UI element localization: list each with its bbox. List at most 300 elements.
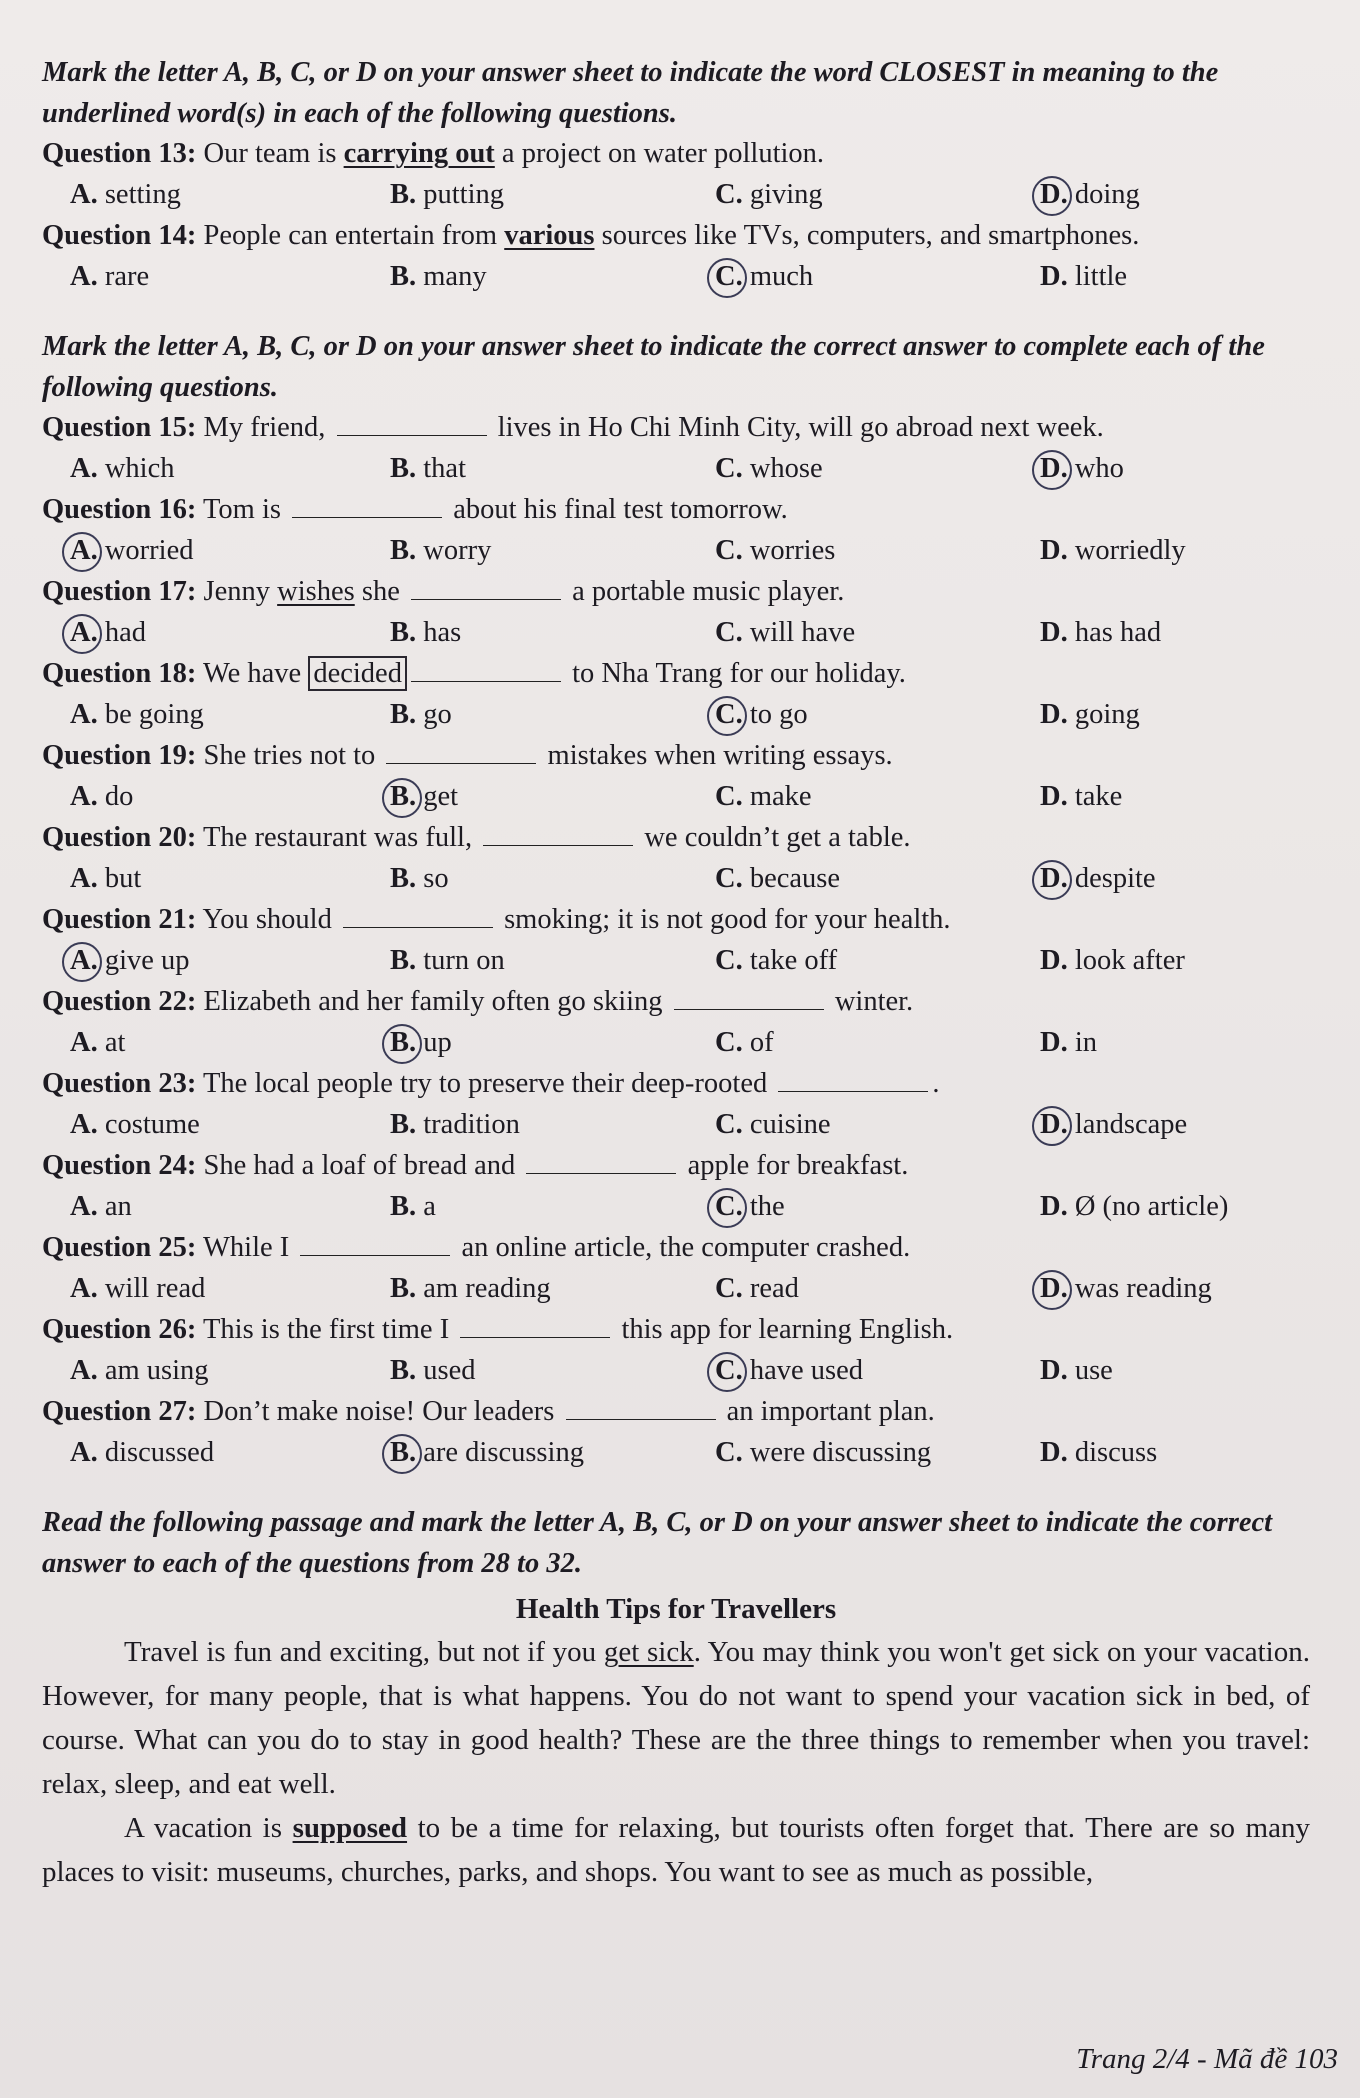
option-letter: A. (70, 863, 98, 894)
option-letter: C. (715, 1273, 743, 1304)
option-text: am reading (423, 1273, 551, 1304)
option-text: will read (104, 1273, 206, 1304)
option-letter: B. (390, 1437, 417, 1468)
passage-text: . You may think you won't get sick on your vacation. However, for many people, that is what happens. You do not want to spend your vacation sick in bed, of course. What can you do to stay in good health? These are the three things to remember when you travel: relax, sleep, and eat well. (42, 1636, 1310, 1800)
page-footer: Trang 2/4 - Mã đề 103 (1076, 2043, 1338, 2075)
option-text: at (104, 1027, 126, 1058)
question-text: My friend, (203, 412, 333, 443)
section3-instruction: Read the following passage and mark the letter A, B, C, or D on your answer sheet to indicate the correct answer to each of the questions from 28 to 32. (42, 1507, 1273, 1579)
question-text: we couldn’t get a table. (637, 822, 911, 853)
option-letter: C. (715, 1437, 743, 1468)
option-text: go (423, 699, 452, 730)
option-letter: C. (715, 261, 743, 292)
question-text: smoking; it is not good for your health. (496, 904, 951, 935)
question-stem (42, 1146, 1310, 1186)
answer-option (715, 1432, 1040, 1474)
answer-option (390, 612, 715, 654)
option-text: of (749, 1027, 774, 1058)
underlined-word: carrying out (343, 138, 495, 169)
option-letter: C. (715, 1355, 743, 1386)
pen-circle-mark (382, 778, 422, 818)
options-row (42, 1022, 1310, 1064)
answer-option (390, 1186, 715, 1228)
pen-circle-mark (62, 532, 102, 572)
answer-option (70, 1186, 390, 1228)
option-text: much (749, 261, 814, 292)
question-text: While I (203, 1232, 297, 1263)
answer-option (390, 694, 715, 736)
answer-option (715, 858, 1040, 900)
option-letter: B. (390, 781, 417, 812)
question-text: apple for breakfast. (680, 1150, 909, 1181)
answer-option (1040, 858, 1340, 900)
answer-option (1040, 1022, 1340, 1064)
option-letter: D. (1040, 1191, 1068, 1222)
answer-option (390, 940, 715, 982)
option-text: take (1074, 781, 1123, 812)
option-text: which (104, 453, 175, 484)
question-text: . (932, 1068, 940, 1099)
answer-option (1040, 256, 1340, 298)
question-stem (42, 818, 1310, 858)
section2-instruction: Mark the letter A, B, C, or D on your answer sheet to indicate the correct answer to complete each of the following questions. (42, 331, 1265, 403)
answer-blank (778, 1069, 928, 1092)
option-text: rare (104, 261, 150, 292)
answer-option (390, 174, 715, 216)
option-letter: A. (70, 1109, 98, 1140)
question-stem (42, 490, 1310, 530)
option-letter: A. (70, 453, 98, 484)
passage-text: Travel is fun and exciting, but not if you (124, 1636, 604, 1668)
option-letter: D. (1040, 1437, 1068, 1468)
answer-option (715, 1104, 1040, 1146)
answer-blank (411, 659, 561, 682)
underlined-word: get sick (603, 1636, 694, 1668)
options-row (42, 1432, 1310, 1474)
answer-blank (483, 823, 633, 846)
boxed-word: decided (308, 656, 407, 691)
option-text: cuisine (749, 1109, 831, 1140)
question-number: Question 27: (42, 1396, 197, 1427)
question-text: this app for learning English. (614, 1314, 954, 1345)
options-row (42, 1350, 1310, 1392)
option-text: landscape (1074, 1109, 1188, 1140)
option-text: discuss (1074, 1437, 1158, 1468)
question-text: Tom is (203, 494, 289, 525)
question-text: Jenny (203, 576, 278, 607)
pen-circle-mark (707, 1352, 747, 1392)
question-text: about his final test tomorrow. (446, 494, 788, 525)
option-text: has (423, 617, 462, 648)
option-letter: B. (390, 945, 417, 976)
answer-option (70, 256, 390, 298)
option-letter: A. (70, 945, 98, 976)
option-text: take off (749, 945, 838, 976)
answer-blank (460, 1315, 610, 1338)
option-text: tradition (423, 1109, 520, 1140)
option-text: a (423, 1191, 436, 1222)
option-text: doing (1074, 179, 1140, 210)
question-stem (42, 982, 1310, 1022)
pen-circle-mark (382, 1024, 422, 1064)
answer-option (715, 694, 1040, 736)
underlined-word: wishes (277, 576, 355, 607)
option-text: worry (423, 535, 492, 566)
question-text: winter. (827, 986, 914, 1017)
question-stem (42, 736, 1310, 776)
question-stem (42, 1392, 1310, 1432)
pen-circle-mark (1032, 1106, 1072, 1146)
option-letter: D. (1040, 781, 1068, 812)
spacer (42, 1474, 1310, 1502)
option-text: costume (104, 1109, 200, 1140)
passage-paragraph-1 (42, 1630, 1310, 1806)
question-text: Elizabeth and her family often go skiing (203, 986, 670, 1017)
answer-option (1040, 174, 1340, 216)
option-text: an (104, 1191, 132, 1222)
question-text: The restaurant was full, (203, 822, 480, 853)
answer-blank (386, 741, 536, 764)
options-row (42, 612, 1310, 654)
question-text: mistakes when writing essays. (540, 740, 893, 771)
option-letter: C. (715, 453, 743, 484)
answer-option (715, 1350, 1040, 1392)
answer-option (70, 694, 390, 736)
section1-questions (42, 134, 1310, 298)
question-stem (42, 134, 1310, 174)
question-number: Question 21: (42, 904, 197, 935)
option-text: whose (749, 453, 823, 484)
answer-blank (526, 1151, 676, 1174)
option-letter: C. (715, 945, 743, 976)
option-text: look after (1074, 945, 1185, 976)
option-text: giving (749, 179, 823, 210)
question-text: We have (203, 658, 309, 689)
answer-option (1040, 1350, 1340, 1392)
option-letter: C. (715, 781, 743, 812)
question-text: She tries not to (203, 740, 383, 771)
option-text: despite (1074, 863, 1156, 894)
option-letter: B. (390, 1355, 417, 1386)
option-letter: D. (1040, 699, 1068, 730)
option-letter: B. (390, 261, 417, 292)
option-letter: C. (715, 1027, 743, 1058)
option-letter: A. (70, 261, 98, 292)
answer-option (390, 530, 715, 572)
answer-option (70, 174, 390, 216)
answer-option (1040, 1186, 1340, 1228)
question-stem (42, 900, 1310, 940)
option-text: make (749, 781, 812, 812)
answer-option (1040, 530, 1340, 572)
answer-option (1040, 776, 1340, 818)
answer-option (1040, 940, 1340, 982)
passage-text: A vacation is (124, 1812, 293, 1844)
answer-option (390, 1268, 715, 1310)
answer-option (1040, 1104, 1340, 1146)
option-text: discussed (104, 1437, 215, 1468)
answer-option (715, 530, 1040, 572)
option-text: to go (749, 699, 808, 730)
question-stem (42, 1310, 1310, 1350)
option-letter: A. (70, 1191, 98, 1222)
pen-circle-mark (1032, 450, 1072, 490)
answer-blank (411, 577, 561, 600)
option-text: was reading (1074, 1273, 1212, 1304)
option-letter: A. (70, 617, 98, 648)
option-letter: D. (1040, 535, 1068, 566)
option-letter: B. (390, 453, 417, 484)
option-letter: D. (1040, 1355, 1068, 1386)
question-text: an important plan. (719, 1396, 935, 1427)
answer-option (70, 1022, 390, 1064)
option-text: who (1074, 453, 1124, 484)
question-number: Question 23: (42, 1068, 197, 1099)
answer-blank (337, 413, 487, 436)
answer-option (715, 448, 1040, 490)
option-letter: D. (1040, 863, 1068, 894)
pen-circle-mark (1032, 860, 1072, 900)
underlined-word: supposed (292, 1812, 408, 1844)
option-letter: B. (390, 1273, 417, 1304)
question-text: This is the first time I (203, 1314, 457, 1345)
underlined-word: various (504, 220, 595, 251)
pen-circle-mark (1032, 176, 1072, 216)
question-text: a portable music player. (564, 576, 845, 607)
option-text: putting (423, 179, 505, 210)
options-row (42, 776, 1310, 818)
question-number: Question 25: (42, 1232, 197, 1263)
answer-option (390, 1022, 715, 1064)
question-text: She had a loaf of bread and (203, 1150, 523, 1181)
question-number: Question 17: (42, 576, 197, 607)
passage-title: Health Tips for Travellers (515, 1593, 837, 1625)
answer-blank (566, 1397, 716, 1420)
question-number: Question 15: (42, 412, 197, 443)
question-text: she (354, 576, 407, 607)
option-text: give up (104, 945, 190, 976)
pen-circle-mark (62, 614, 102, 654)
question-text: sources like TVs, computers, and smartphones. (594, 220, 1140, 251)
answer-option (1040, 694, 1340, 736)
question-stem (42, 408, 1310, 448)
option-text: read (749, 1273, 799, 1304)
option-text: use (1074, 1355, 1113, 1386)
option-letter: C. (715, 1109, 743, 1140)
option-text: setting (104, 179, 181, 210)
options-row (42, 694, 1310, 736)
answer-option (1040, 1432, 1340, 1474)
option-text: Ø (no article) (1074, 1191, 1229, 1222)
answer-option (715, 1268, 1040, 1310)
option-text: that (423, 453, 467, 484)
option-letter: A. (70, 1355, 98, 1386)
option-letter: C. (715, 179, 743, 210)
answer-option (390, 448, 715, 490)
option-letter: A. (70, 699, 98, 730)
question-number: Question 26: (42, 1314, 197, 1345)
spacer (42, 298, 1310, 326)
option-text: used (423, 1355, 476, 1386)
answer-option (70, 1268, 390, 1310)
option-letter: D. (1040, 1027, 1068, 1058)
answer-option (715, 776, 1040, 818)
option-letter: D. (1040, 1273, 1068, 1304)
question-number: Question 13: (42, 138, 197, 169)
answer-option (1040, 448, 1340, 490)
options-row (42, 1268, 1310, 1310)
option-letter: A. (70, 781, 98, 812)
answer-option (390, 1432, 715, 1474)
answer-option (715, 612, 1040, 654)
question-text: Don’t make noise! Our leaders (203, 1396, 562, 1427)
answer-option (70, 448, 390, 490)
question-number: Question 22: (42, 986, 197, 1017)
option-letter: A. (70, 179, 98, 210)
option-text: get (423, 781, 459, 812)
answer-option (70, 1432, 390, 1474)
option-text: worries (749, 535, 836, 566)
answer-option (70, 530, 390, 572)
option-letter: A. (70, 535, 98, 566)
option-text: were discussing (749, 1437, 932, 1468)
question-stem (42, 1064, 1310, 1104)
option-letter: C. (715, 617, 743, 648)
option-text: going (1074, 699, 1140, 730)
question-stem (42, 216, 1310, 256)
question-number: Question 24: (42, 1150, 197, 1181)
question-text: lives in Ho Chi Minh City, will go abroad next week. (490, 412, 1104, 443)
answer-blank (674, 987, 824, 1010)
option-text: worried (104, 535, 194, 566)
question-stem (42, 572, 1310, 612)
option-text: will have (749, 617, 856, 648)
answer-option (715, 1186, 1040, 1228)
option-text: worriedly (1074, 535, 1186, 566)
option-letter: B. (390, 179, 417, 210)
option-letter: A. (70, 1273, 98, 1304)
answer-option (70, 940, 390, 982)
answer-option (390, 1104, 715, 1146)
options-row (42, 448, 1310, 490)
pen-circle-mark (382, 1434, 422, 1474)
question-text: The local people try to preserve their deep-rooted (203, 1068, 775, 1099)
option-letter: D. (1040, 453, 1068, 484)
answer-blank (343, 905, 493, 928)
option-text: had (104, 617, 146, 648)
question-stem (42, 1228, 1310, 1268)
question-text: to Nha Trang for our holiday. (564, 658, 906, 689)
option-letter: D. (1040, 617, 1068, 648)
passage-text: to be a time for relaxing, but tourists often forget that. There are so many places to visit: museums, churches, parks, and shops. You want to see as much as possible, (42, 1812, 1310, 1888)
option-letter: C. (715, 863, 743, 894)
answer-option (715, 256, 1040, 298)
question-stem (42, 654, 1310, 694)
option-letter: A. (70, 1027, 98, 1058)
pen-circle-mark (707, 1188, 747, 1228)
option-text: because (749, 863, 841, 894)
answer-option (1040, 612, 1340, 654)
section2-questions (42, 408, 1310, 1474)
option-text: many (423, 261, 487, 292)
option-letter: B. (390, 1191, 417, 1222)
option-letter: B. (390, 535, 417, 566)
option-letter: B. (390, 617, 417, 648)
question-text: Our team is (203, 138, 344, 169)
option-text: has had (1074, 617, 1162, 648)
answer-option (390, 256, 715, 298)
options-row (42, 530, 1310, 572)
option-letter: B. (390, 863, 417, 894)
option-letter: D. (1040, 179, 1068, 210)
answer-option (390, 1350, 715, 1392)
answer-option (715, 174, 1040, 216)
option-letter: D. (1040, 1109, 1068, 1140)
option-text: the (749, 1191, 785, 1222)
options-row (42, 174, 1310, 216)
answer-blank (300, 1233, 450, 1256)
option-text: up (423, 1027, 452, 1058)
option-letter: B. (390, 1027, 417, 1058)
question-text: You should (202, 904, 339, 935)
passage-paragraph-2 (42, 1806, 1310, 1894)
question-text: People can entertain from (203, 220, 505, 251)
question-number: Question 16: (42, 494, 197, 525)
question-text: a project on water pollution. (494, 138, 825, 169)
answer-option (70, 858, 390, 900)
answer-option (390, 776, 715, 818)
pen-circle-mark (707, 258, 747, 298)
options-row (42, 1186, 1310, 1228)
option-text: be going (104, 699, 204, 730)
answer-option (715, 940, 1040, 982)
option-letter: A. (70, 1437, 98, 1468)
answer-option (70, 776, 390, 818)
option-text: so (423, 863, 449, 894)
option-letter: C. (715, 699, 743, 730)
pen-circle-mark (62, 942, 102, 982)
option-letter: C. (715, 1191, 743, 1222)
option-letter: D. (1040, 945, 1068, 976)
answer-option (715, 1022, 1040, 1064)
option-text: do (104, 781, 134, 812)
question-number: Question 20: (42, 822, 197, 853)
answer-option (390, 858, 715, 900)
answer-option (70, 612, 390, 654)
answer-blank (292, 495, 442, 518)
option-text: are discussing (423, 1437, 584, 1468)
option-letter: C. (715, 535, 743, 566)
options-row (42, 940, 1310, 982)
option-letter: D. (1040, 261, 1068, 292)
section1-instruction: Mark the letter A, B, C, or D on your answer sheet to indicate the word CLOSEST in meaning to the underlined word(s) in each of the following questions. (42, 57, 1219, 129)
options-row (42, 1104, 1310, 1146)
question-number: Question 19: (42, 740, 197, 771)
option-text: turn on (423, 945, 505, 976)
options-row (42, 858, 1310, 900)
option-text: have used (749, 1355, 864, 1386)
option-text: in (1074, 1027, 1098, 1058)
pen-circle-mark (1032, 1270, 1072, 1310)
options-row (42, 256, 1310, 298)
option-text: am using (104, 1355, 209, 1386)
question-text: an online article, the computer crashed. (454, 1232, 911, 1263)
question-number: Question 14: (42, 220, 197, 251)
question-number: Question 18: (42, 658, 197, 689)
pen-circle-mark (707, 696, 747, 736)
option-letter: B. (390, 1109, 417, 1140)
option-text: little (1074, 261, 1128, 292)
